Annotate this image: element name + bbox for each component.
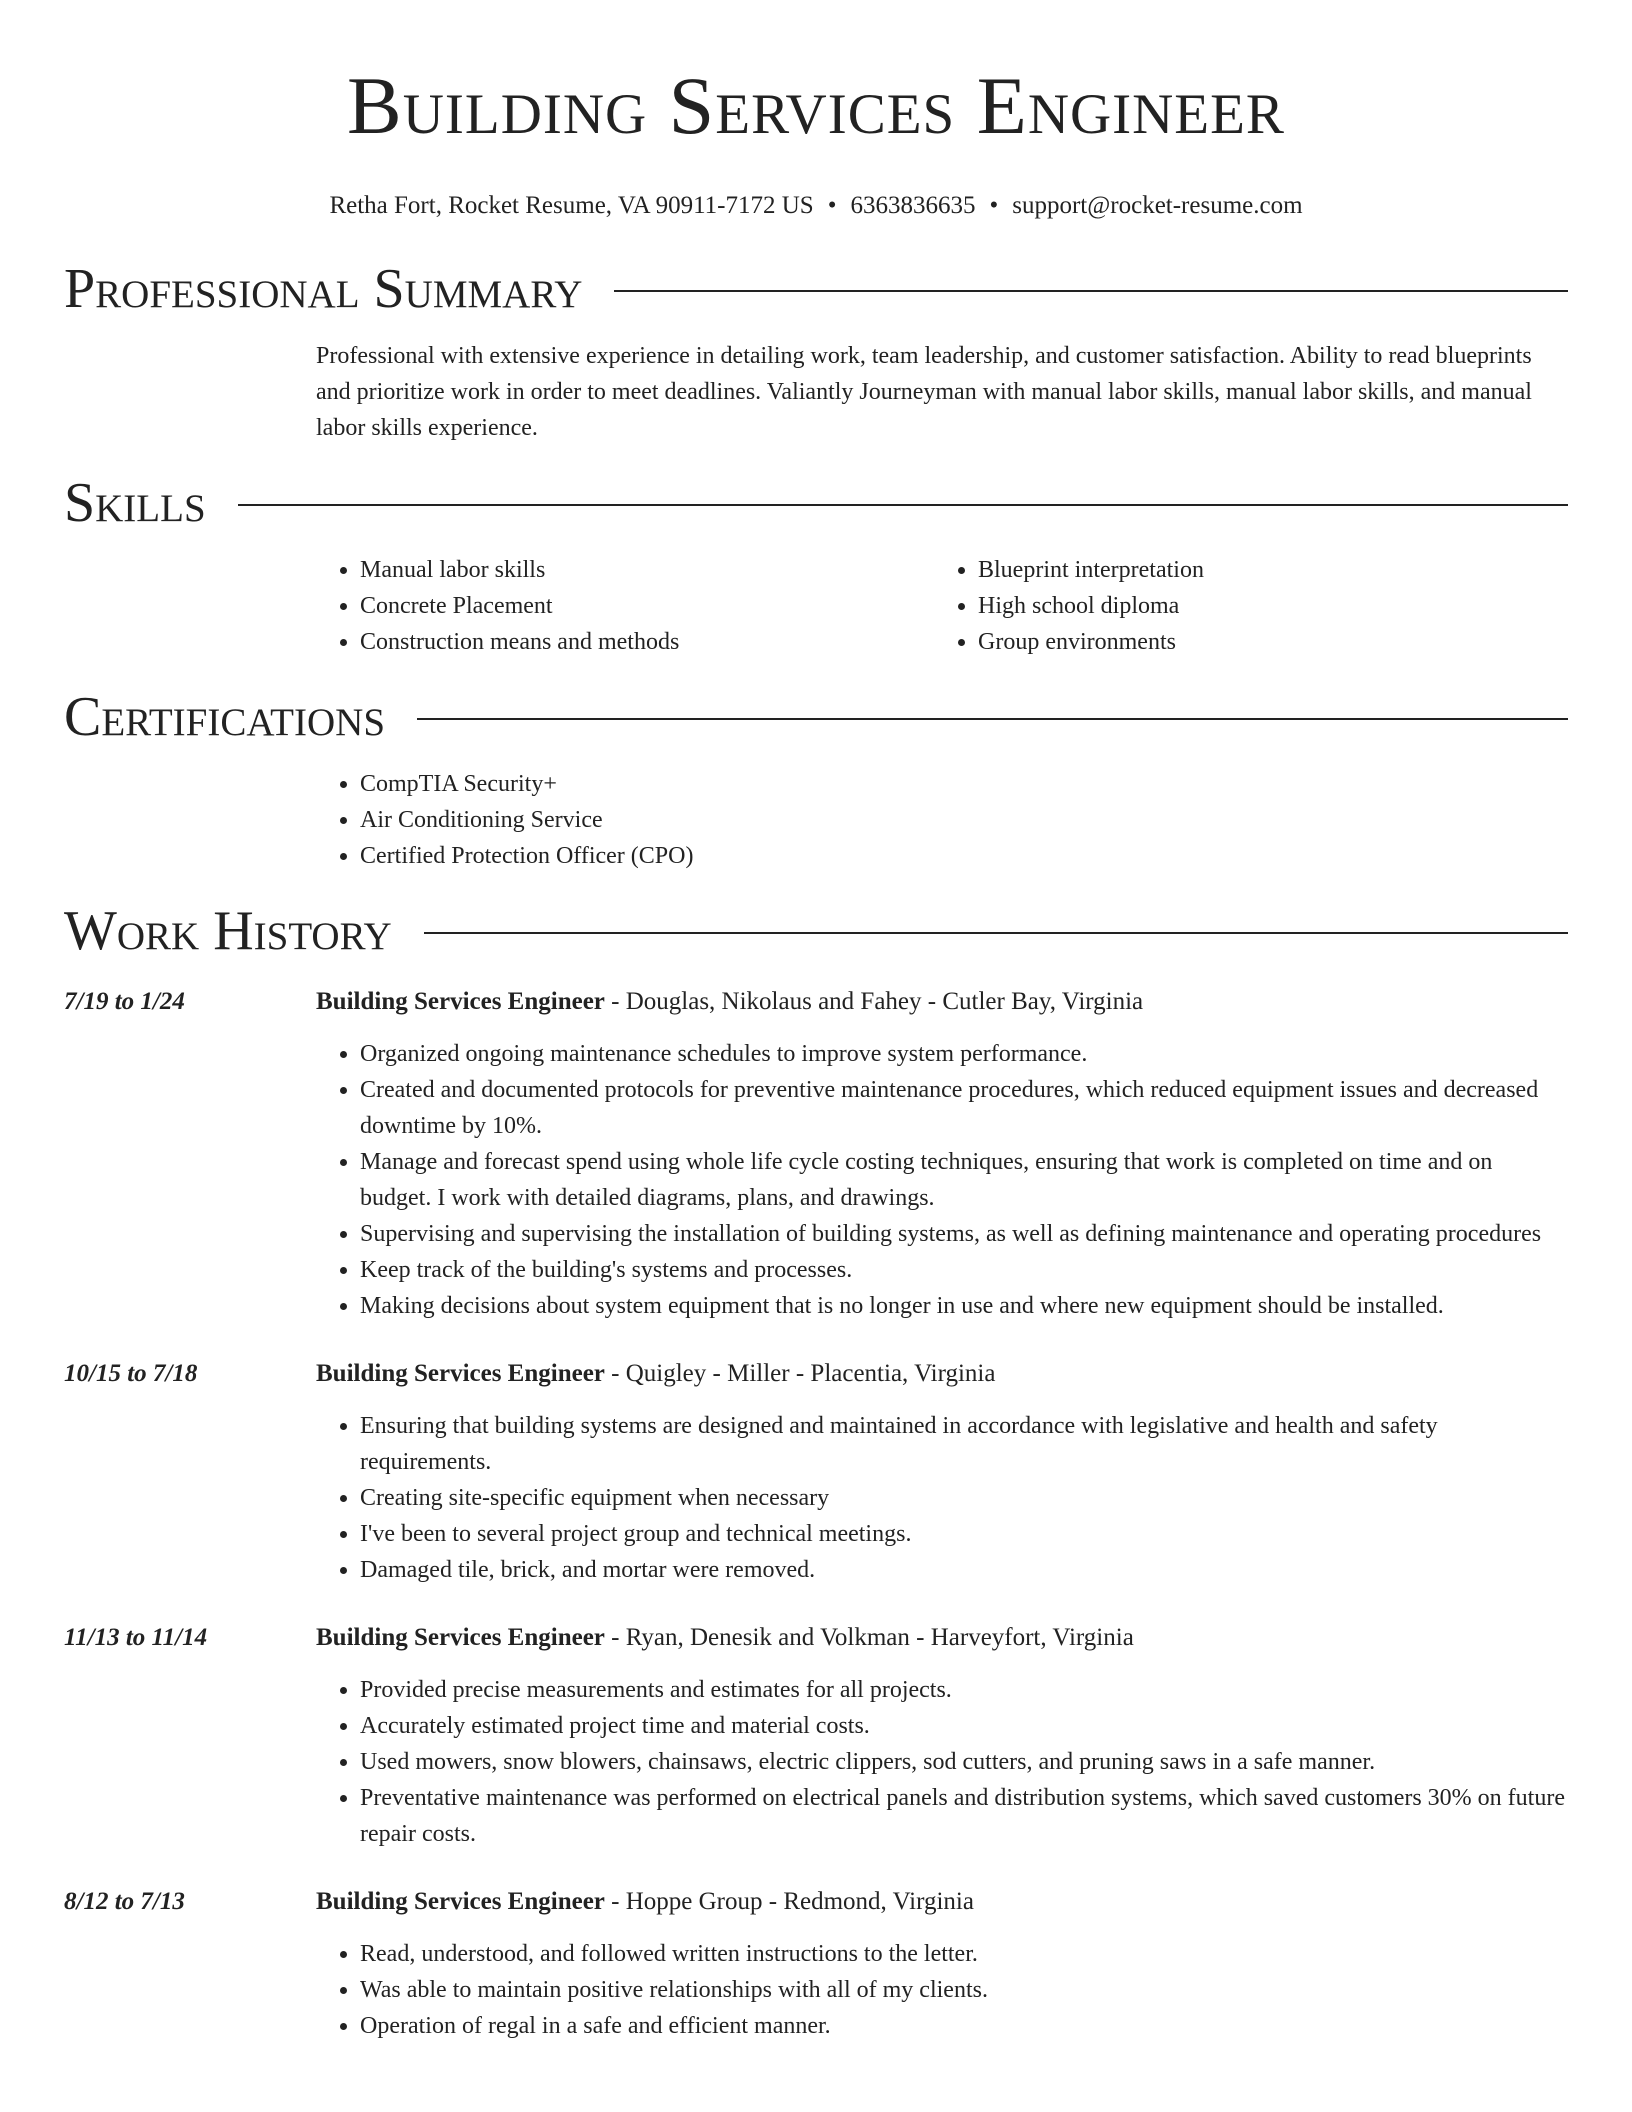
job-bullets	[316, 1936, 1568, 2044]
job-bullet: • Manage and forecast spend using whole life cycle costing techniques, ensuring that work is completed on time and on budget. I work with detailed diagrams, plans, and drawings.	[360, 1144, 1568, 1216]
skills-section-header	[64, 470, 1568, 536]
job-bullet: • Keep track of the building's systems and processes.	[360, 1252, 1568, 1288]
summary-section-header	[64, 256, 1568, 322]
section-divider	[424, 932, 1568, 934]
job-bullet: • Operation of regal in a safe and efficient manner.	[360, 2008, 1568, 2044]
summary-text: Professional with extensive experience in detailing work, team leadership, and customer satisfaction. Ability to read blueprints and prioritize work in order to meet deadlines. Valiantly Journeyman with manual labor skills, manual labor skills, and manual labor skills experience.	[316, 343, 1532, 441]
job-dates: 8/12 to 7/13	[64, 1888, 185, 1915]
job-heading	[316, 1884, 1568, 1920]
job-employer: - Ryan, Denesik and Volkman - Harveyfort, Virginia	[604, 1624, 1134, 1651]
skill-item: • Concrete Placement	[360, 588, 934, 624]
job-heading	[316, 1620, 1568, 1656]
candidate-name: Building Services Engineer	[347, 60, 1285, 151]
certifications-list	[316, 766, 1568, 874]
skills-list	[934, 552, 1552, 660]
skills-list	[316, 552, 934, 660]
contact-email[interactable]: support@rocket-resume.com	[1012, 192, 1303, 219]
job-bullets	[316, 1408, 1568, 1588]
contact-phone: 6363836635	[850, 192, 976, 219]
certifications-section-header	[64, 684, 1568, 750]
job-bullet: • Preventative maintenance was performed on electrical panels and distribution systems, which saved customers 30% on future repair costs.	[360, 1780, 1568, 1852]
job-heading	[316, 1356, 1568, 1392]
job-dates: 11/13 to 11/14	[64, 1624, 208, 1651]
job-dates: 10/15 to 7/18	[64, 1360, 198, 1387]
job-content	[316, 1356, 1568, 1588]
work-history-section-header	[64, 898, 1568, 964]
job-dates: 7/19 to 1/24	[64, 988, 185, 1015]
job-bullet: • Created and documented protocols for preventive maintenance procedures, which reduced equipment issues and decreased downtime by 10%.	[360, 1072, 1568, 1144]
job-heading	[316, 984, 1568, 1020]
job-bullet: • Creating site-specific equipment when necessary	[360, 1480, 1568, 1516]
certification-item: • CompTIA Security+	[360, 766, 1568, 802]
job-title: Building Services Engineer	[316, 1360, 605, 1387]
job-entry	[64, 1620, 1568, 1852]
job-bullet: • Accurately estimated project time and material costs.	[360, 1708, 1568, 1744]
skill-item: • Group environments	[978, 624, 1552, 660]
job-bullet: • Damaged tile, brick, and mortar were removed.	[360, 1552, 1568, 1588]
skill-item: • Construction means and methods	[360, 624, 934, 660]
contact-line	[64, 190, 1568, 222]
skill-item: • Blueprint interpretation	[978, 552, 1552, 588]
contact-separator: •	[827, 192, 837, 219]
job-entry	[64, 984, 1568, 1324]
skills-column-left	[316, 552, 934, 660]
section-title: Certifications	[64, 686, 386, 748]
job-entry	[64, 1884, 1568, 2044]
contact-address: Retha Fort, Rocket Resume, VA 90911-7172 US	[329, 192, 814, 219]
job-bullets	[316, 1672, 1568, 1852]
job-content	[316, 1620, 1568, 1852]
job-content	[316, 984, 1568, 1324]
certification-item: • Air Conditioning Service	[360, 802, 1568, 838]
job-bullets	[316, 1036, 1568, 1324]
contact-separator: •	[989, 192, 999, 219]
job-bullet: • Ensuring that building systems are designed and maintained in accordance with legislative and health and safety requirements.	[360, 1408, 1568, 1480]
certification-items	[316, 766, 1568, 874]
section-divider	[614, 290, 1568, 292]
section-title: Skills	[64, 472, 206, 534]
job-employer: - Hoppe Group - Redmond, Virginia	[604, 1888, 974, 1915]
skill-item: • High school diploma	[978, 588, 1552, 624]
skills-grid	[316, 552, 1568, 660]
skills-column-right	[934, 552, 1552, 660]
section-title: Work History	[64, 900, 392, 962]
section-divider	[417, 718, 1568, 720]
job-title: Building Services Engineer	[316, 1888, 605, 1915]
job-title: Building Services Engineer	[316, 988, 605, 1015]
job-bullet: • Organized ongoing maintenance schedules to improve system performance.	[360, 1036, 1568, 1072]
work-history-list	[64, 984, 1568, 2044]
job-employer: - Quigley - Miller - Placentia, Virginia	[604, 1360, 996, 1387]
section-divider	[238, 504, 1568, 506]
job-bullet: • Provided precise measurements and estimates for all projects.	[360, 1672, 1568, 1708]
job-entry	[64, 1356, 1568, 1588]
certification-item: • Certified Protection Officer (CPO)	[360, 838, 1568, 874]
job-content	[316, 1884, 1568, 2044]
job-employer: - Douglas, Nikolaus and Fahey - Cutler Bay, Virginia	[604, 988, 1144, 1015]
job-bullet: • Read, understood, and followed written instructions to the letter.	[360, 1936, 1568, 1972]
job-bullet: • Supervising and supervising the installation of building systems, as well as defining maintenance and operating procedures	[360, 1216, 1568, 1252]
job-bullet: • Was able to maintain positive relationships with all of my clients.	[360, 1972, 1568, 2008]
job-bullet: • Used mowers, snow blowers, chainsaws, electric clippers, sod cutters, and pruning saws in a safe manner.	[360, 1744, 1568, 1780]
section-title: Professional Summary	[64, 258, 583, 320]
job-title: Building Services Engineer	[316, 1624, 605, 1651]
skill-item: • Manual labor skills	[360, 552, 934, 588]
job-bullet: • I've been to several project group and technical meetings.	[360, 1516, 1568, 1552]
job-bullet: • Making decisions about system equipment that is no longer in use and where new equipment should be installed.	[360, 1288, 1568, 1324]
